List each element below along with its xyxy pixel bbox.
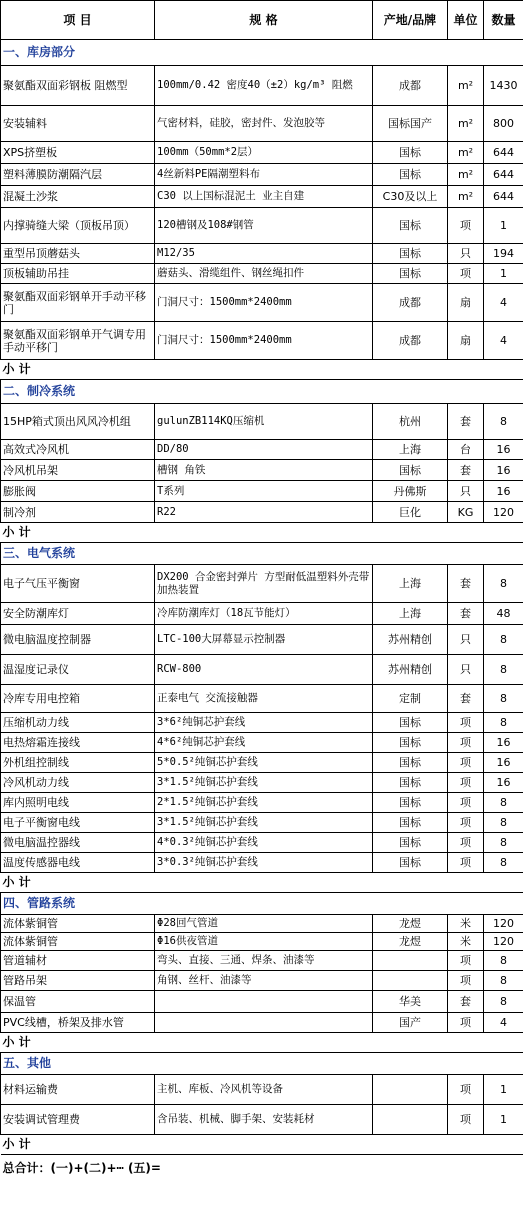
item-spec: 蘑菇头、滑缆组件、钢丝绳扣件	[155, 264, 373, 284]
item-spec: 3*1.5²纯铜芯护套线	[155, 773, 373, 793]
table-row	[1, 753, 523, 773]
item-unit: 只	[448, 655, 484, 685]
item-spec: 门洞尺寸：1500mm*2400mm	[155, 322, 373, 360]
item-origin: 国标	[373, 793, 448, 813]
item-qty: 644	[484, 186, 523, 208]
header-origin: 产地/品牌	[373, 1, 448, 40]
item-spec: T系列	[155, 481, 373, 502]
header-spec: 规 格	[155, 1, 373, 40]
section-title: 五、其他	[1, 1053, 523, 1075]
item-origin: 上海	[373, 440, 448, 460]
item-name: 微电脑温控器线	[1, 833, 155, 853]
item-origin: 国标	[373, 753, 448, 773]
item-qty: 120	[484, 915, 523, 933]
table-row	[1, 915, 523, 933]
item-name: 混凝土沙浆	[1, 186, 155, 208]
item-qty: 4	[484, 1013, 523, 1033]
item-qty: 8	[484, 971, 523, 991]
item-spec: 含吊装、机械、脚手架、安装耗材	[155, 1105, 373, 1135]
item-name: 外机组控制线	[1, 753, 155, 773]
item-unit: 米	[448, 933, 484, 951]
item-unit: m²	[448, 186, 484, 208]
item-spec: 3*0.3²纯铜芯护套线	[155, 853, 373, 873]
item-unit: 套	[448, 685, 484, 713]
header-qty: 数量	[484, 1, 523, 40]
item-origin: 成都	[373, 66, 448, 106]
item-qty: 8	[484, 991, 523, 1013]
item-qty: 8	[484, 833, 523, 853]
section-title: 四、管路系统	[1, 893, 523, 915]
item-name: 重型吊顶蘑菇头	[1, 244, 155, 264]
item-name: 冷风机吊架	[1, 460, 155, 481]
item-name: PVC线槽，桥架及排水管	[1, 1013, 155, 1033]
item-origin: 国标	[373, 713, 448, 733]
subtotal-row	[1, 873, 523, 893]
item-qty: 1	[484, 1105, 523, 1135]
item-spec: 正泰电气 交流接触器	[155, 685, 373, 713]
item-origin: 丹佛斯	[373, 481, 448, 502]
item-qty: 16	[484, 753, 523, 773]
table-row	[1, 404, 523, 440]
item-name: 电子气压平衡窗	[1, 565, 155, 603]
item-unit: 项	[448, 833, 484, 853]
table-row	[1, 773, 523, 793]
item-origin: 国标	[373, 142, 448, 164]
item-origin: 成都	[373, 284, 448, 322]
table-row	[1, 951, 523, 971]
subtotal-row	[1, 1033, 523, 1053]
item-unit: 项	[448, 713, 484, 733]
table-row	[1, 142, 523, 164]
item-qty: 8	[484, 404, 523, 440]
item-qty: 1430	[484, 66, 523, 106]
item-spec: 气密材料，硅胶，密封件、发泡胶等	[155, 106, 373, 142]
item-qty: 8	[484, 565, 523, 603]
item-origin: 国标	[373, 833, 448, 853]
table-row	[1, 106, 523, 142]
item-origin: 华美	[373, 991, 448, 1013]
item-name: 保温管	[1, 991, 155, 1013]
item-spec: 5*0.5²纯铜芯护套线	[155, 753, 373, 773]
item-qty: 120	[484, 502, 523, 523]
item-name: 微电脑温度控制器	[1, 625, 155, 655]
item-origin: 苏州精创	[373, 625, 448, 655]
item-origin: 国标国产	[373, 106, 448, 142]
item-name: 材料运输费	[1, 1075, 155, 1105]
item-origin: 杭州	[373, 404, 448, 440]
item-unit: 台	[448, 440, 484, 460]
item-qty: 800	[484, 106, 523, 142]
subtotal-row	[1, 523, 523, 543]
item-name: 安全防潮库灯	[1, 603, 155, 625]
table-row	[1, 933, 523, 951]
item-unit: 套	[448, 565, 484, 603]
item-unit: 项	[448, 793, 484, 813]
item-qty: 8	[484, 625, 523, 655]
item-spec: 3*6²纯铜芯护套线	[155, 713, 373, 733]
table-row	[1, 66, 523, 106]
item-unit: 只	[448, 625, 484, 655]
table-row	[1, 991, 523, 1013]
subtotal-row	[1, 360, 523, 380]
item-spec: DD/80	[155, 440, 373, 460]
subtotal-label: 小 计	[1, 1135, 523, 1155]
item-origin: 国标	[373, 733, 448, 753]
item-unit: 项	[448, 1013, 484, 1033]
table-row	[1, 1105, 523, 1135]
item-spec: LTC-100大屏幕显示控制器	[155, 625, 373, 655]
item-unit: m²	[448, 106, 484, 142]
item-origin: 苏州精创	[373, 655, 448, 685]
item-name: 制冷剂	[1, 502, 155, 523]
item-origin	[373, 951, 448, 971]
subtotal-label: 小 计	[1, 873, 523, 893]
section-title-row	[1, 893, 523, 915]
item-origin: 龙煜	[373, 915, 448, 933]
item-name: 管道辅材	[1, 951, 155, 971]
item-name: 管路吊架	[1, 971, 155, 991]
item-unit: 套	[448, 404, 484, 440]
item-spec: C30 以上国标混泥土 业主自建	[155, 186, 373, 208]
table-row	[1, 440, 523, 460]
item-qty: 1	[484, 264, 523, 284]
item-spec: 4丝新料PE隔潮塑料布	[155, 164, 373, 186]
table-row	[1, 565, 523, 603]
table-row	[1, 793, 523, 813]
item-name: 冷库专用电控箱	[1, 685, 155, 713]
item-unit: m²	[448, 66, 484, 106]
item-name: XPS挤塑板	[1, 142, 155, 164]
item-qty: 16	[484, 460, 523, 481]
table-row	[1, 971, 523, 991]
item-unit: 米	[448, 915, 484, 933]
item-qty: 4	[484, 284, 523, 322]
item-name: 冷风机动力线	[1, 773, 155, 793]
item-spec: 3*1.5²纯铜芯护套线	[155, 813, 373, 833]
item-name: 聚氨酯双面彩钢单开气调专用手动平移门	[1, 322, 155, 360]
item-name: 高效式冷风机	[1, 440, 155, 460]
item-unit: 扇	[448, 322, 484, 360]
item-spec: 槽钢 角铁	[155, 460, 373, 481]
table-row	[1, 164, 523, 186]
section-title-row	[1, 1053, 523, 1075]
item-spec: 4*6²纯铜芯护套线	[155, 733, 373, 753]
section-title-row	[1, 543, 523, 565]
item-name: 温湿度记录仪	[1, 655, 155, 685]
item-qty: 16	[484, 733, 523, 753]
item-spec: 角钢、丝杆、油漆等	[155, 971, 373, 991]
item-origin	[373, 1075, 448, 1105]
item-unit: 套	[448, 603, 484, 625]
header-item: 项 目	[1, 1, 155, 40]
item-unit: KG	[448, 502, 484, 523]
item-name: 安装辅料	[1, 106, 155, 142]
item-spec: DX200 合金密封弹片 方型耐低温塑料外壳带加热装置	[155, 565, 373, 603]
item-spec	[155, 991, 373, 1013]
item-unit: 项	[448, 753, 484, 773]
item-origin: 国标	[373, 244, 448, 264]
table-row	[1, 603, 523, 625]
item-qty: 644	[484, 142, 523, 164]
table-row	[1, 460, 523, 481]
section-title-row	[1, 40, 523, 66]
item-origin: 国标	[373, 773, 448, 793]
item-qty: 8	[484, 951, 523, 971]
item-unit: m²	[448, 142, 484, 164]
item-qty: 194	[484, 244, 523, 264]
table-row	[1, 481, 523, 502]
table-row	[1, 322, 523, 360]
item-origin: 国标	[373, 853, 448, 873]
item-name: 15HP箱式顶出风风冷机组	[1, 404, 155, 440]
item-unit: m²	[448, 164, 484, 186]
item-spec: R22	[155, 502, 373, 523]
table-row	[1, 1075, 523, 1105]
item-spec: gulunZB114KQ压缩机	[155, 404, 373, 440]
item-name: 电热熔霜连接线	[1, 733, 155, 753]
item-spec: 4*0.3²纯铜芯护套线	[155, 833, 373, 853]
item-unit: 项	[448, 264, 484, 284]
item-unit: 项	[448, 773, 484, 793]
item-qty: 8	[484, 853, 523, 873]
header-row	[1, 1, 523, 40]
table-row	[1, 502, 523, 523]
item-unit: 项	[448, 971, 484, 991]
item-origin: 国标	[373, 460, 448, 481]
item-qty: 1	[484, 1075, 523, 1105]
item-qty: 8	[484, 813, 523, 833]
quote-table-body	[1, 1, 523, 1183]
table-row	[1, 208, 523, 244]
item-origin: 巨化	[373, 502, 448, 523]
table-row	[1, 655, 523, 685]
item-unit: 项	[448, 208, 484, 244]
table-row	[1, 713, 523, 733]
item-qty: 48	[484, 603, 523, 625]
section-title: 二、制冷系统	[1, 380, 523, 404]
item-unit: 项	[448, 951, 484, 971]
table-row	[1, 625, 523, 655]
item-qty: 8	[484, 655, 523, 685]
subtotal-label: 小 计	[1, 1033, 523, 1053]
item-origin: 国标	[373, 813, 448, 833]
subtotal-row	[1, 1135, 523, 1155]
item-origin: 上海	[373, 603, 448, 625]
item-qty: 8	[484, 685, 523, 713]
table-row	[1, 244, 523, 264]
item-name: 压缩机动力线	[1, 713, 155, 733]
item-name: 内撑骑缝大梁（顶板吊顶）	[1, 208, 155, 244]
item-unit: 只	[448, 481, 484, 502]
item-spec: M12/35	[155, 244, 373, 264]
item-origin: 定制	[373, 685, 448, 713]
item-origin	[373, 1105, 448, 1135]
subtotal-label: 小 计	[1, 360, 523, 380]
subtotal-label: 小 计	[1, 523, 523, 543]
item-spec: 120槽钢及108#钢管	[155, 208, 373, 244]
table-row	[1, 813, 523, 833]
table-row	[1, 733, 523, 753]
table-row	[1, 264, 523, 284]
item-name: 安装调试管理费	[1, 1105, 155, 1135]
item-qty: 644	[484, 164, 523, 186]
item-origin	[373, 971, 448, 991]
item-qty: 1	[484, 208, 523, 244]
item-spec: Φ16供夜管道	[155, 933, 373, 951]
item-qty: 16	[484, 773, 523, 793]
item-origin: 上海	[373, 565, 448, 603]
item-unit: 项	[448, 1105, 484, 1135]
item-unit: 套	[448, 460, 484, 481]
item-name: 塑料薄膜防潮隔汽层	[1, 164, 155, 186]
item-name: 温度传感器电线	[1, 853, 155, 873]
table-row	[1, 1013, 523, 1033]
item-origin: 国标	[373, 208, 448, 244]
item-spec: 弯头、直接、三通、焊条、油漆等	[155, 951, 373, 971]
item-origin: 国产	[373, 1013, 448, 1033]
item-spec: RCW-800	[155, 655, 373, 685]
item-spec	[155, 1013, 373, 1033]
item-unit: 项	[448, 813, 484, 833]
item-spec: 冷库防潮库灯（18瓦节能灯）	[155, 603, 373, 625]
item-origin: 成都	[373, 322, 448, 360]
header-unit: 单位	[448, 1, 484, 40]
item-origin: C30及以上	[373, 186, 448, 208]
item-unit: 项	[448, 853, 484, 873]
item-unit: 扇	[448, 284, 484, 322]
grand-total-row	[1, 1155, 523, 1183]
item-origin: 国标	[373, 264, 448, 284]
item-name: 聚氨酯双面彩钢单开手动平移门	[1, 284, 155, 322]
table-row	[1, 284, 523, 322]
section-title-row	[1, 380, 523, 404]
item-origin: 国标	[373, 164, 448, 186]
item-name: 顶板辅助吊挂	[1, 264, 155, 284]
item-qty: 16	[484, 440, 523, 460]
section-title: 一、库房部分	[1, 40, 523, 66]
table-row	[1, 833, 523, 853]
item-unit: 项	[448, 1075, 484, 1105]
item-name: 流体紫铜管	[1, 933, 155, 951]
item-name: 流体紫铜管	[1, 915, 155, 933]
item-qty: 8	[484, 793, 523, 813]
item-spec: Φ28回气管道	[155, 915, 373, 933]
item-spec: 门洞尺寸：1500mm*2400mm	[155, 284, 373, 322]
grand-total-label: 总合计：(一)+(二)+┅ (五)=	[2, 1161, 161, 1176]
table-row	[1, 685, 523, 713]
item-name: 膨胀阀	[1, 481, 155, 502]
table-row	[1, 186, 523, 208]
item-qty: 16	[484, 481, 523, 502]
item-qty: 8	[484, 713, 523, 733]
item-name: 电子平衡窗电线	[1, 813, 155, 833]
item-name: 库内照明电线	[1, 793, 155, 813]
table-row	[1, 853, 523, 873]
item-qty: 4	[484, 322, 523, 360]
item-unit: 项	[448, 733, 484, 753]
item-unit: 套	[448, 991, 484, 1013]
item-spec: 主机、库板、冷风机等设备	[155, 1075, 373, 1105]
item-qty: 120	[484, 933, 523, 951]
item-spec: 100mm/0.42 密度40（±2）kg/m³ 阻燃	[155, 66, 373, 106]
item-origin: 龙煜	[373, 933, 448, 951]
item-name: 聚氨酯双面彩钢板 阻燃型	[1, 66, 155, 106]
section-title: 三、电气系统	[1, 543, 523, 565]
item-unit: 只	[448, 244, 484, 264]
item-spec: 2*1.5²纯铜芯护套线	[155, 793, 373, 813]
item-spec: 100mm（50mm*2层）	[155, 142, 373, 164]
